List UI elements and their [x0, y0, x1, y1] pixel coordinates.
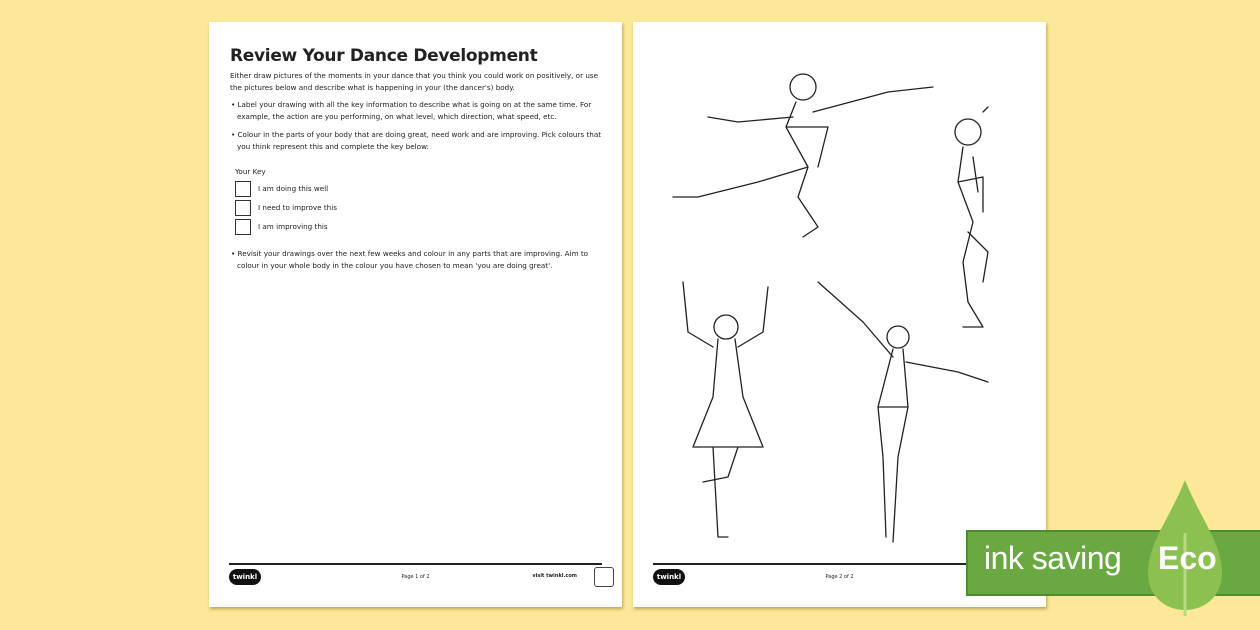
key-label: I need to improve this [258, 203, 337, 212]
page-number: Page 2 of 2 [825, 574, 854, 580]
worksheet-page-1 [209, 22, 622, 607]
colour-box[interactable] [235, 181, 251, 197]
intro-text: Either draw pictures of the moments in your dance that you think you could work on positively, or use the pictures below and describe what is happening in your (the dancer's) body. [230, 71, 599, 92]
bullet-revisit: • Revisit your drawings over the next few weeks and colour in any parts that are improving. Aim to colour in your whole body in the colour you have chosen to mean 'you are doing great'. [231, 249, 589, 270]
twinkl-logo: twinkl [653, 569, 685, 585]
quality-badge-icon [594, 567, 614, 587]
worksheet-page-2 [633, 22, 1046, 607]
key-label: I am doing this well [258, 184, 329, 193]
dancer-highland-illustration [663, 277, 793, 547]
twinkl-logo: twinkl [229, 569, 261, 585]
bullet-colour: • Colour in the parts of your body that are doing great, need work and are improving. Pick colours that you think represent this and complete the key below: [231, 130, 602, 151]
footer-divider [229, 563, 602, 565]
colour-key [235, 167, 337, 236]
ink-saving-label: ink saving [984, 540, 1122, 576]
eco-badge-label: Eco [1158, 540, 1217, 576]
key-row [235, 198, 337, 217]
dancer-ballet-illustration [808, 277, 998, 547]
dancer-leap-illustration [668, 67, 948, 267]
page-title: Review Your Dance Development [230, 46, 538, 66]
key-title: Your Key [235, 167, 266, 176]
key-label: I am improving this [258, 222, 328, 231]
colour-box[interactable] [235, 200, 251, 216]
key-row [235, 217, 337, 236]
bullet-label: • Label your drawing with all the key information to describe what is going on at the same time. For example, the action are you performing, on what level, which direction, what speed, etc. [231, 100, 592, 121]
colour-box[interactable] [235, 219, 251, 235]
key-row [235, 179, 337, 198]
visit-link: visit twinkl.com [532, 573, 577, 579]
page-number: Page 1 of 2 [401, 574, 430, 580]
